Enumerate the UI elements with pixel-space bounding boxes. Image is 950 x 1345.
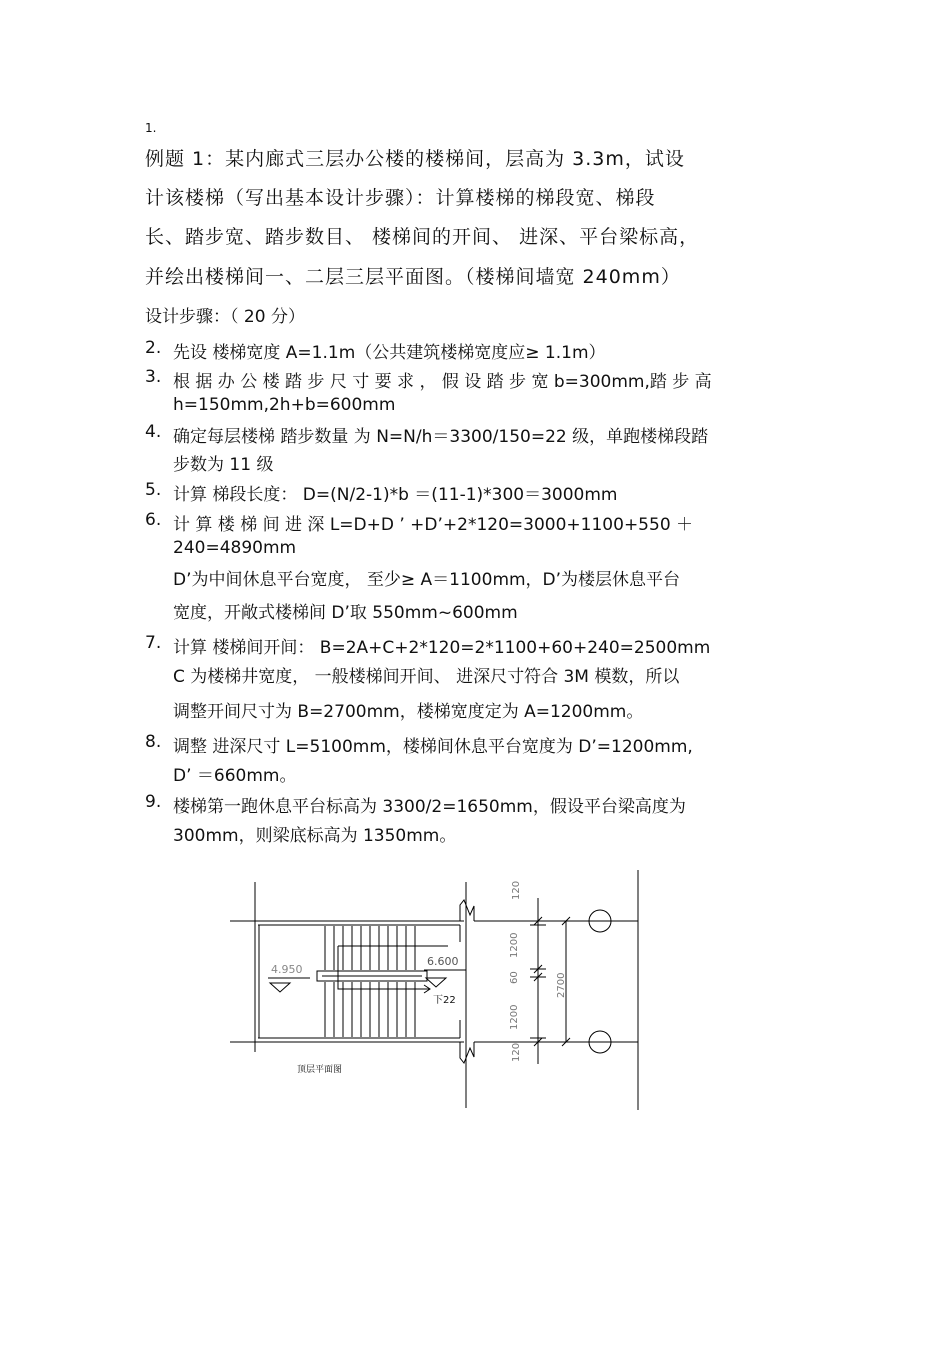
direction-arrow [338,946,448,993]
step-9-line-2: 300mm，则梁底标高为 1350mm。 [173,826,457,846]
elevation-left-label: 4.950 [271,963,303,976]
elevation-right-symbol [426,978,446,987]
step-number: 2. [145,338,162,358]
step-number: 9. [145,792,162,812]
top-right-break [460,900,474,921]
step-number: 8. [145,732,162,752]
drawing-caption: 顶层平面图 [297,1065,343,1075]
step-7-line-1: 计算 楼梯间开间： B=2A+C+2*120=2*1100+60+240=2500mm [173,638,711,658]
problem-line-4: 并绘出楼梯间一、二层三层平面图。（楼梯间墙宽 240mm） [145,266,681,288]
step-4-line-1: 确定每层楼梯 踏步数量 为 N=N/h＝3300/150=22 级，单跑楼梯段踏 [173,427,709,447]
dim-1200-top: 1200 [509,932,520,958]
step-6-line-1: 计 算 楼 梯 间 进 深 L=D+D ’ +D’+2*120=3000+1100+550 ＋ [173,515,694,535]
step-6-line-4: 宽度，开敞式楼梯间 D’取 550mm~600mm [173,603,518,623]
step-3-line-2: h=150mm,2h+b=600mm [173,395,396,415]
dim-total: 2700 [556,972,567,998]
down-steps-label: 下22 [433,995,456,1006]
step-number: 6. [145,510,162,530]
problem-line-1: 例题 1：某内廊式三层办公楼的楼梯间，层高为 3.3m，试设 [145,148,685,170]
step-8-line-1: 调整 进深尺寸 L=5100mm，楼梯间休息平台宽度为 D’=1200mm, [173,737,693,757]
step-number: 3. [145,367,162,387]
step-number: 7. [145,633,162,653]
step-4-line-2: 步数为 11 级 [173,455,274,475]
step-number: 4. [145,422,162,442]
problem-line-2: 计该楼梯（写出基本设计步骤）：计算楼梯的梯段宽、梯段 [145,187,656,209]
problem-line-3: 长、踏步宽、踏步数目、 楼梯间的开间、 进深、平台梁标高， [145,226,700,248]
design-steps-title: 设计步骤：（ 20 分） [145,307,305,327]
dim-120-bottom: 120 [511,1042,522,1062]
heading-number: 1. [145,121,157,135]
bottom-right-break [460,1042,474,1063]
elevation-right-label: 6.600 [427,955,459,968]
step-2-line-1: 先设 楼梯宽度 A=1.1m（公共建筑楼梯宽度应≥ 1.1m） [173,343,606,363]
step-6-line-2: 240=4890mm [173,538,297,558]
dim-60: 60 [509,971,520,984]
axis-circle-bottom [589,1031,611,1053]
stair-treads [325,926,415,1037]
step-8-line-2: D’ ＝660mm。 [173,766,297,786]
step-5-line-1: 计算 梯段长度： D=(N/2-1)*b ＝(11-1)*300＝3000mm [173,485,618,505]
step-9-line-1: 楼梯第一跑休息平台标高为 3300/2=1650mm，假设平台梁高度为 [173,797,686,817]
axis-circle-top [589,910,611,932]
step-3-line-1: 根 据 办 公 楼 踏 步 尺 寸 要 求 ， 假 设 踏 步 宽 b=300mm,踏 步 高 [173,372,712,392]
dim-120-top: 120 [511,880,522,900]
step-7-line-3: 调整开间尺寸为 B=2700mm，楼梯宽度定为 A=1200mm。 [173,702,644,722]
step-7-line-2: C 为楼梯井宽度， 一般楼梯间开间、 进深尺寸符合 3M 模数，所以 [173,667,680,687]
dim-1200-bottom: 1200 [509,1004,520,1030]
handrail [317,971,427,981]
step-number: 5. [145,480,162,500]
step-6-line-3: D’为中间休息平台宽度， 至少≥ A＝1100mm，D’为楼层休息平台 [173,570,681,590]
elevation-left-symbol [270,983,290,992]
